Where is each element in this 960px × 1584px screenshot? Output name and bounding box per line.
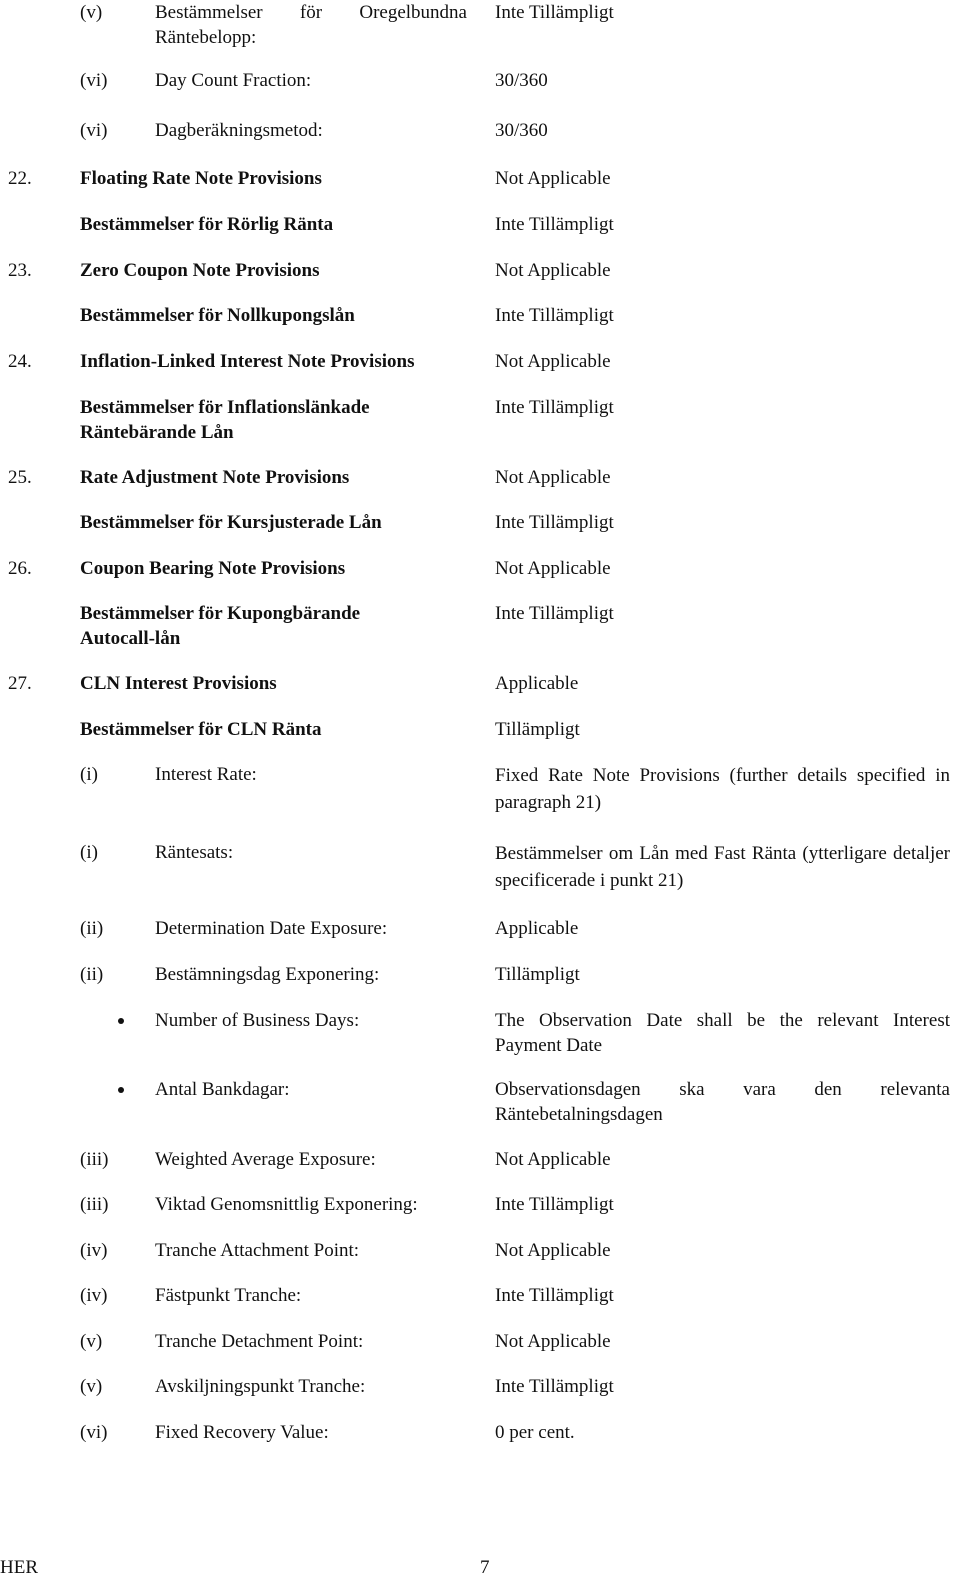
item-value: Fixed Rate Note Provisions (further details specified in paragraph 21)	[495, 765, 950, 813]
item-number: (i)	[80, 842, 98, 863]
section-title: Inflation-Linked Interest Note Provisions	[80, 351, 415, 372]
item-label: Viktad Genomsnittlig Exponering:	[155, 1194, 418, 1215]
item-number: (i)	[80, 764, 98, 785]
section-number: 24.	[8, 351, 32, 372]
section-number: 26.	[8, 558, 32, 579]
item-number: (iii)	[80, 1149, 109, 1170]
item-number: (iv)	[80, 1285, 108, 1306]
section-title: CLN Interest Provisions	[80, 673, 277, 694]
item-label: Dagberäkningsmetod:	[155, 120, 323, 141]
section-value: Not Applicable	[495, 260, 611, 281]
item-label: Antal Bankdagar:	[155, 1079, 290, 1100]
item-number: (ii)	[80, 964, 104, 985]
item-label: Determination Date Exposure:	[155, 918, 388, 939]
item-label: Tranche Attachment Point:	[155, 1240, 360, 1261]
item-value: The Observation Date shall be the relevant Interest Payment Date	[495, 1010, 950, 1056]
item-number: (v)	[80, 1376, 103, 1397]
item-value: Applicable	[495, 918, 579, 939]
section-value-swedish: Inte Tillämpligt	[495, 603, 614, 624]
section-title-swedish: Bestämmelser för Rörlig Ränta	[80, 214, 334, 235]
item-value: 30/360	[495, 70, 548, 91]
section-number: 25.	[8, 467, 32, 488]
item-number: (v)	[80, 1331, 103, 1352]
bullet-icon	[118, 1087, 124, 1093]
item-value: 30/360	[495, 120, 548, 141]
item-value: Not Applicable	[495, 1331, 611, 1352]
item-number: (vi)	[80, 70, 108, 91]
item-label: Number of Business Days:	[155, 1010, 360, 1031]
item-label: Bestämmelser för Oregelbundna Räntebelopp:	[155, 2, 467, 48]
item-number: (iii)	[80, 1194, 109, 1215]
section-value-swedish: Inte Tillämpligt	[495, 305, 614, 326]
section-value: Applicable	[495, 673, 579, 694]
item-label: Bestämningsdag Exponering:	[155, 964, 380, 985]
footer-page-number: 7	[480, 1557, 490, 1578]
item-label: Fästpunkt Tranche:	[155, 1285, 302, 1306]
item-label: Weighted Average Exposure:	[155, 1149, 376, 1170]
section-value-swedish: Inte Tillämpligt	[495, 512, 614, 533]
section-value: Not Applicable	[495, 467, 611, 488]
footer-document-code: HER	[0, 1557, 38, 1578]
section-number: 23.	[8, 260, 32, 281]
item-value: Inte Tillämpligt	[495, 1376, 614, 1397]
section-title-swedish: Bestämmelser för CLN Ränta	[80, 719, 322, 740]
section-number: 22.	[8, 168, 32, 189]
item-value: Inte Tillämpligt	[495, 2, 614, 23]
item-value: Not Applicable	[495, 1149, 611, 1170]
item-number: (vi)	[80, 1422, 108, 1443]
section-title: Floating Rate Note Provisions	[80, 168, 322, 189]
section-title-swedish: Bestämmelser för Kursjusterade Lån	[80, 512, 382, 533]
item-number: (ii)	[80, 918, 104, 939]
item-value: Tillämpligt	[495, 964, 580, 985]
section-value: Not Applicable	[495, 558, 611, 579]
item-value: Not Applicable	[495, 1240, 611, 1261]
item-label: Avskiljningspunkt Tranche:	[155, 1376, 366, 1397]
item-number: (iv)	[80, 1240, 108, 1261]
section-title-swedish: Bestämmelser för Nollkupongslån	[80, 305, 355, 326]
item-number: (v)	[80, 2, 103, 23]
section-title-swedish: Bestämmelser för Inflationslänkade Räntebärande Lån	[80, 397, 370, 443]
section-number: 27.	[8, 673, 32, 694]
item-value: Inte Tillämpligt	[495, 1194, 614, 1215]
section-title: Rate Adjustment Note Provisions	[80, 467, 350, 488]
item-number: (vi)	[80, 120, 108, 141]
item-label: Day Count Fraction:	[155, 70, 312, 91]
section-value-swedish: Tillämpligt	[495, 719, 580, 740]
section-value: Not Applicable	[495, 351, 611, 372]
bullet-icon	[118, 1018, 124, 1024]
item-label: Fixed Recovery Value:	[155, 1422, 329, 1443]
section-value-swedish: Inte Tillämpligt	[495, 214, 614, 235]
item-value: Bestämmelser om Lån med Fast Ränta (ytterligare detaljer specificerade i punkt 21)	[495, 843, 950, 891]
section-title-swedish: Bestämmelser för Kupongbärande Autocall-lån	[80, 603, 361, 649]
item-value: 0 per cent.	[495, 1422, 575, 1443]
item-value: Observationsdagen ska vara den relevanta Räntebetalningsdagen	[495, 1079, 950, 1125]
item-value: Inte Tillämpligt	[495, 1285, 614, 1306]
section-title: Zero Coupon Note Provisions	[80, 260, 320, 281]
section-title: Coupon Bearing Note Provisions	[80, 558, 346, 579]
section-value-swedish: Inte Tillämpligt	[495, 397, 614, 418]
item-label: Interest Rate:	[155, 764, 257, 785]
item-label: Räntesats:	[155, 842, 234, 863]
item-label: Tranche Detachment Point:	[155, 1331, 364, 1352]
section-value: Not Applicable	[495, 168, 611, 189]
